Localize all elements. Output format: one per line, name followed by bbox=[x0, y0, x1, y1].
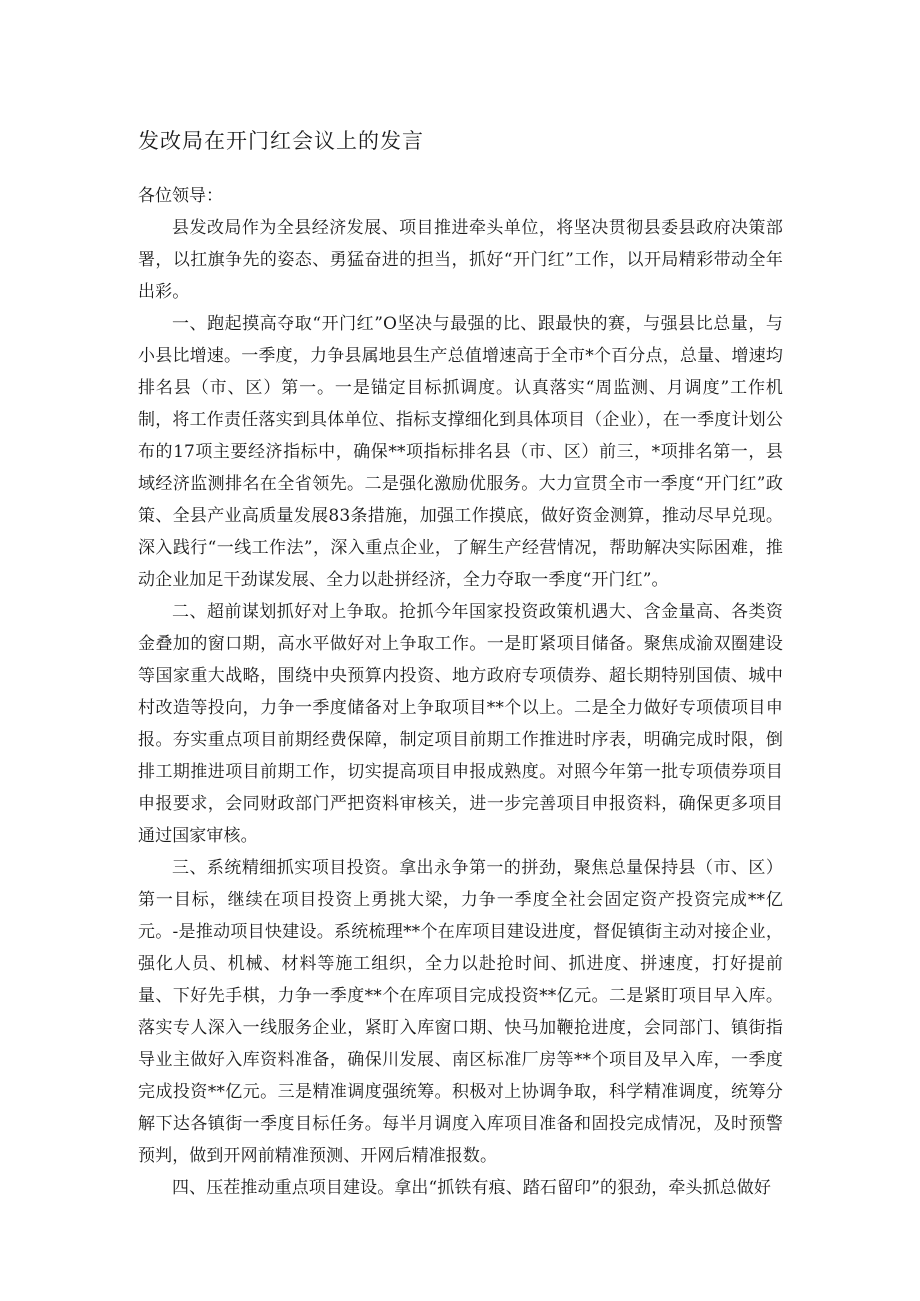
paragraph-intro: 县发改局作为全县经济发展、项目推进牵头单位，将坚决贯彻县委县政府决策部署，以扛旗争先的姿态、勇猛奋进的担当，抓好“开门红”工作，以开局精彩带动全年出彩。 bbox=[138, 218, 783, 302]
paragraph-section-2: 二、超前谋划抓好对上争取。抢抓今年国家投资政策机遇大、含金量高、各类资金叠加的窗口期，高水平做好对上争取工作。一是盯紧项目储备。聚焦成渝双圈建设等国家重大战略，围绕中央预算内投资、地方政府专项债券、超长期特别国债、城中村改造等投向，力争一季度储备对上争取项目**个以上。二是全力做好专项债项目申报。夯实重点项目前期经费保障，制定项目前期工作推进时序表，明确完成时限，倒排工期推进项目前期工作，切实提高项目申报成熟度。对照今年第一批专项债券项目申报要求，会同财政部门严把资料审核关，进一步完善项目申报资料，确保更多项目通过国家审核。 bbox=[138, 602, 783, 846]
document-body bbox=[138, 212, 783, 1204]
paragraph-section-3: 三、系统精细抓实项目投资。拿出永争第一的拼劲，聚焦总量保持县（市、区）第一目标，继续在项目投资上勇挑大梁，力争一季度全社会固定资产投资完成**亿元。-是推动项目快建设。系统梳理**个在库项目建设进度，督促镇街主动对接企业，强化人员、机械、材料等施工组织，全力以赴抢时间、抓进度、拼速度，打好提前量、下好先手棋，力争一季度**个在库项目完成投资**亿元。二是紧盯项目早入库。落实专人深入一线服务企业，紧盯入库窗口期、快马加鞭抢进度，会同部门、镇街指导业主做好入库资料准备，确保川发展、南区标准厂房等**个项目及早入库，一季度完成投资**亿元。三是精准调度强统筹。积极对上协调争取，科学精准调度，统筹分解下达各镇街一季度目标任务。每半月调度入库项目准备和固投完成情况，及时预警预判，做到开网前精准预测、开网后精准报数。 bbox=[138, 858, 783, 1166]
paragraph-section-1: 一、跑起摸高夺取“开门红”O坚决与最强的比、跟最快的赛，与强县比总量，与小县比增速。一季度，力争县属地县生产总值增速高于全市*个百分点，总量、增速均排名县（市、区）第一。一是锚定目标抓调度。认真落实“周监测、月调度”工作机制，将工作责任落实到具体单位、指标支撑细化到具体项目（企业），在一季度计划公布的17项主要经济指标中，确保**项指标排名县（市、区）前三，*项排名第一，县域经济监测排名在全省领先。二是强化激励优服务。大力宣贯全市一季度“开门红”政策、全县产业高质量发展83条措施，加强工作摸底，做好资金测算，推动尽早兑现。深入践行“一线工作法”，深入重点企业，了解生产经营情况，帮助解决实际困难，推动企业加足干劲谋发展、全力以赴拼经济，全力夺取一季度“开门红”。 bbox=[138, 314, 783, 590]
document-title: 发改局在开门红会议上的发言 bbox=[138, 129, 424, 153]
paragraph-section-4: 四、压茬推动重点项目建设。拿出“抓铁有痕、踏石留印”的狠劲，牵头抓总做好 bbox=[172, 1178, 771, 1198]
salutation: 各位领导： bbox=[138, 186, 223, 206]
